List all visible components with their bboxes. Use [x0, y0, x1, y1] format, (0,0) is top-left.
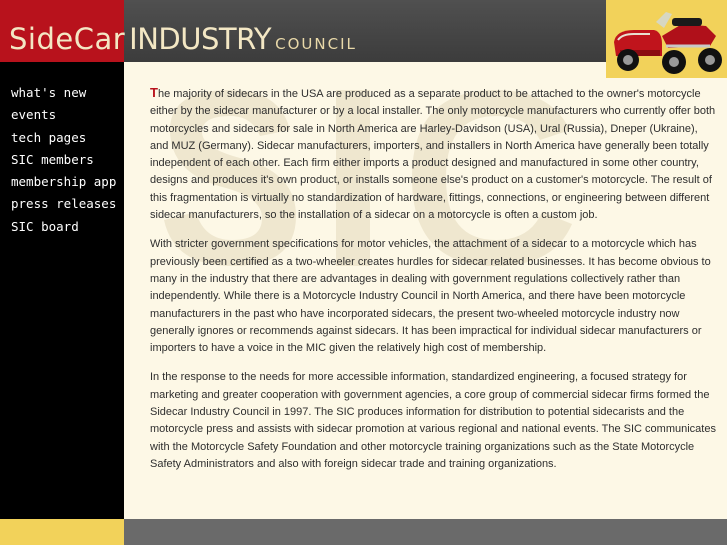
- nav-item-membership-app[interactable]: membership app: [11, 174, 117, 190]
- sic-formation-paragraph: In the response to the needs for more accessible information, standardized engineering, a focused strategy for marketing and greater cooperation with government agencies, a core group of commercial sidecar firms formed the Sidecar Industry Council in 1997. The SIC produces information for distribution to potential sidecarists and the motorcycle press and assists with sidecar promotion at various regional and national events. The SIC communicates with the Motorcycle Safety Foundation and other motorcycle training organizations such as the State Motorcycle Safety Administrators and also with foreign sidecar trade and training organizations.: [150, 371, 716, 470]
- sidebar-footer-block: [0, 519, 124, 545]
- drop-cap: T: [150, 85, 158, 100]
- intro-paragraph-text: he majority of sidecars in the USA are produced as a separate product to be attached to the owner's motorcycle either by the sidecar manufacturer or by a local installer. The only motorcycle manufacturers who currently offer both motorcycles and sidecars for sale in North America are Harley-Davidson (USA), Ural (Russia), Dneper (Ukraine), and MUZ (Germany). Sidecar manufacturers, importers, and installers in North America have generally been totally independent of each other. Each firm either imports a product designed and manufactured in some other country, designs and produces it's own product, or installs someone else's product on a customer's motorcycle. The result of this fragmentation is virtually no standardization of hardware, fittings, connections, or engineering between different sidecar manufacturers, so the installation of a sidecar on a motorcycle is often a custom job.: [150, 88, 716, 222]
- site-logo[interactable]: [9, 22, 357, 58]
- nav-item-whats-new[interactable]: what's new: [11, 85, 87, 100]
- logo-council-text: COUNCIL: [275, 35, 357, 53]
- sidebar-nav: [0, 62, 124, 519]
- nav-item-press-releases[interactable]: press releases: [11, 196, 117, 212]
- intro-paragraph: [150, 84, 717, 224]
- motorcycle-sidecar-photo: [606, 0, 727, 78]
- nav-item-sic-members[interactable]: SIC members: [11, 151, 94, 167]
- nav-item-events[interactable]: events: [11, 107, 57, 123]
- main-content: [150, 84, 717, 485]
- regulations-paragraph: With stricter government specifications for motor vehicles, the attachment of a sidecar to a motorcycle which has previously been certified as a two-wheeler creates hurdles for sidecar related businesses. It has become obvious to many in the industry that there are advantages in dealing with government regulations collectively rather than independently. While there is a Motorcycle Industry Council in North America, and there have been motorcycle manufacturers in the past who have incorporated sidecars, the present two-wheeled motorcycle industry now generally ignores or recommends against sidecars. It has been impractical for individual sidecar manufacturers or importers to have a voice in the MIC given the relatively high cost of membership.: [150, 238, 711, 355]
- nav-item-sic-board[interactable]: SIC board: [11, 218, 79, 234]
- logo-industry-text: INDUSTRY: [129, 22, 272, 56]
- page-footer: [124, 519, 727, 545]
- logo-sidecar-text: SideCar: [9, 22, 126, 56]
- nav-item-tech-pages[interactable]: tech pages: [11, 129, 87, 145]
